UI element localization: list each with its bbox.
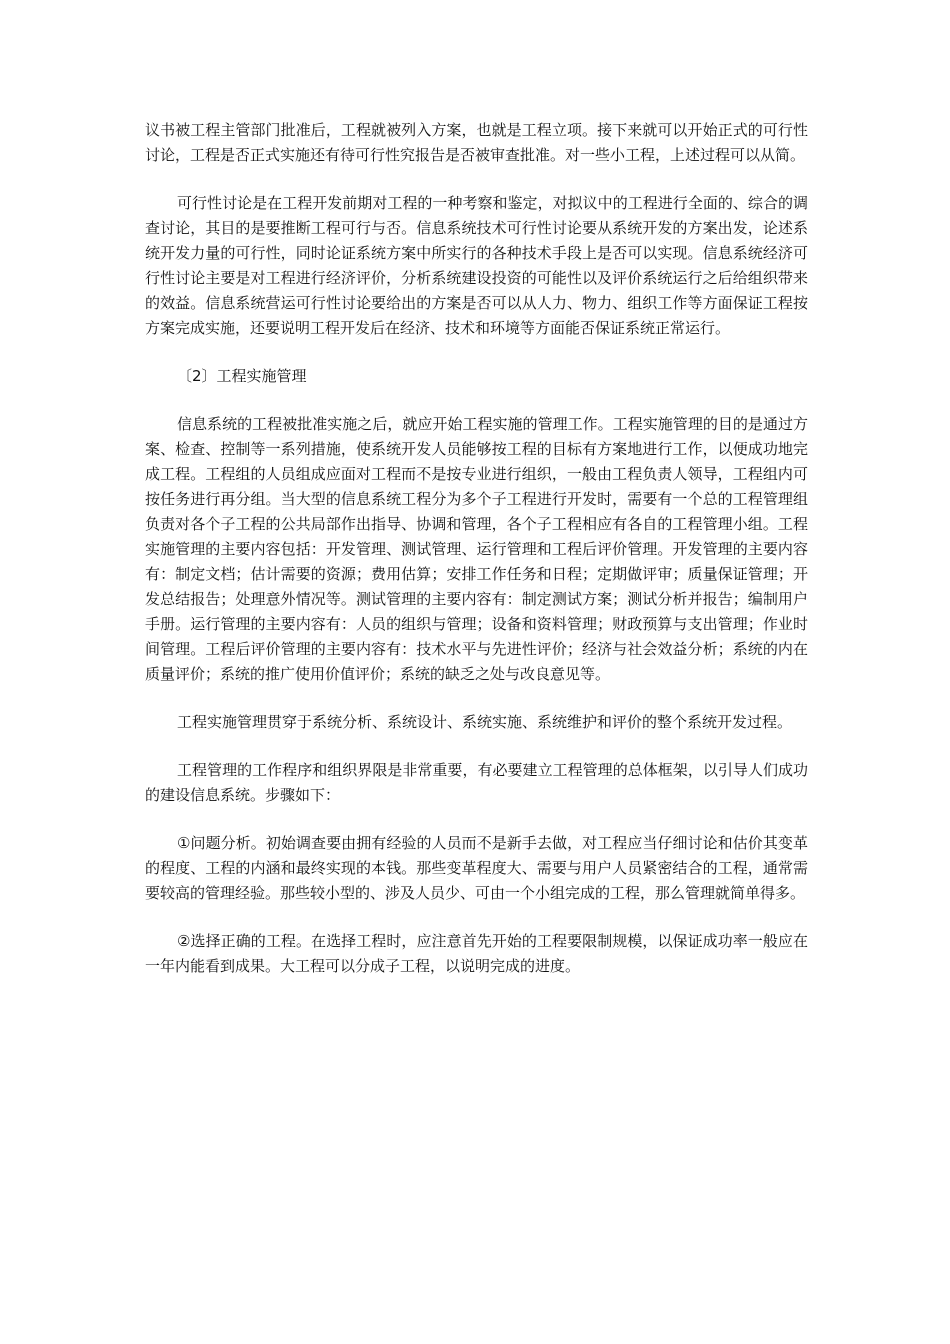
paragraph-7: ②选择正确的工程。在选择工程时，应注意首先开始的工程要限制规模，以保证成功率一般应在一年内能看到成果。大工程可以分成子工程，以说明完成的进度。 (145, 932, 808, 975)
document-page (145, 118, 808, 1002)
paragraph-3: 信息系统的工程被批准实施之后，就应开始工程实施的管理工作。工程实施管理的目的是通过方案、检查、控制等一系列措施，使系统开发人员能够按工程的目标有方案地进行工作，以便成功地完成工程。工程组的人员组成应面对工程而不是按专业进行组织，一般由工程负责人领导，工程组内可按任务进行再分组。当大型的信息系统工程分为多个子工程进行开发时，需要有一个总的工程管理组负责对各个子工程的公共局部作出指导、协调和管理，各个子工程相应有各自的工程管理小组。工程实施管理的主要内容包括：开发管理、测试管理、运行管理和工程后评价管理。开发管理的主要内容有：制定文档；估计需要的资源；费用估算；安排工作任务和日程；定期做评审；质量保证管理；开发总结报告；处理意外情况等。测试管理的主要内容有：制定测试方案；测试分析并报告；编制用户手册。运行管理的主要内容有：人员的组织与管理；设备和资料管理；财政预算与支出管理；作业时间管理。工程后评价管理的主要内容有：技术水平与先进性评价；经济与社会效益分析；系统的内在质量评价；系统的推广使用价值评价；系统的缺乏之处与改良意见等。 (145, 415, 808, 683)
paragraph-5: 工程管理的工作程序和组织界限是非常重要，有必要建立工程管理的总体框架，以引导人们成功的建设信息系统。步骤如下： (145, 761, 808, 804)
paragraph-4: 工程实施管理贯穿于系统分析、系统设计、系统实施、系统维护和评价的整个系统开发过程。 (177, 713, 793, 731)
section-heading: 〔2〕工程实施管理 (177, 367, 307, 385)
paragraph-6: ①问题分析。初始调查要由拥有经验的人员而不是新手去做，对工程应当仔细讨论和估价其变革的程度、工程的内涵和最终实现的本钱。那些变革程度大、需要与用户人员紧密结合的工程，通常需要较高的管理经验。那些较小型的、涉及人员少、可由一个小组完成的工程，那么管理就简单得多。 (145, 834, 808, 902)
paragraph-1: 议书被工程主管部门批准后，工程就被列入方案，也就是工程立项。接下来就可以开始正式的可行性讨论，工程是否正式实施还有待可行性究报告是否被审查批准。对一些小工程，上述过程可以从简。 (145, 121, 808, 164)
paragraph-2: 可行性讨论是在工程开发前期对工程的一种考察和鉴定，对拟议中的工程进行全面的、综合的调查讨论，其目的是要推断工程可行与否。信息系统技术可行性讨论要从系统开发的方案出发，论述系统开发力量的可行性，同时论证系统方案中所实行的各种技术手段上是否可以实现。信息系统经济可行性讨论主要是对工程进行经济评价，分析系统建设投资的可能性以及评价系统运行之后给组织带来的效益。信息系统营运可行性讨论要给出的方案是否可以从人力、物力、组织工作等方面保证工程按方案完成实施，还要说明工程开发后在经济、技术和环境等方面能否保证系统正常运行。 (145, 194, 808, 337)
